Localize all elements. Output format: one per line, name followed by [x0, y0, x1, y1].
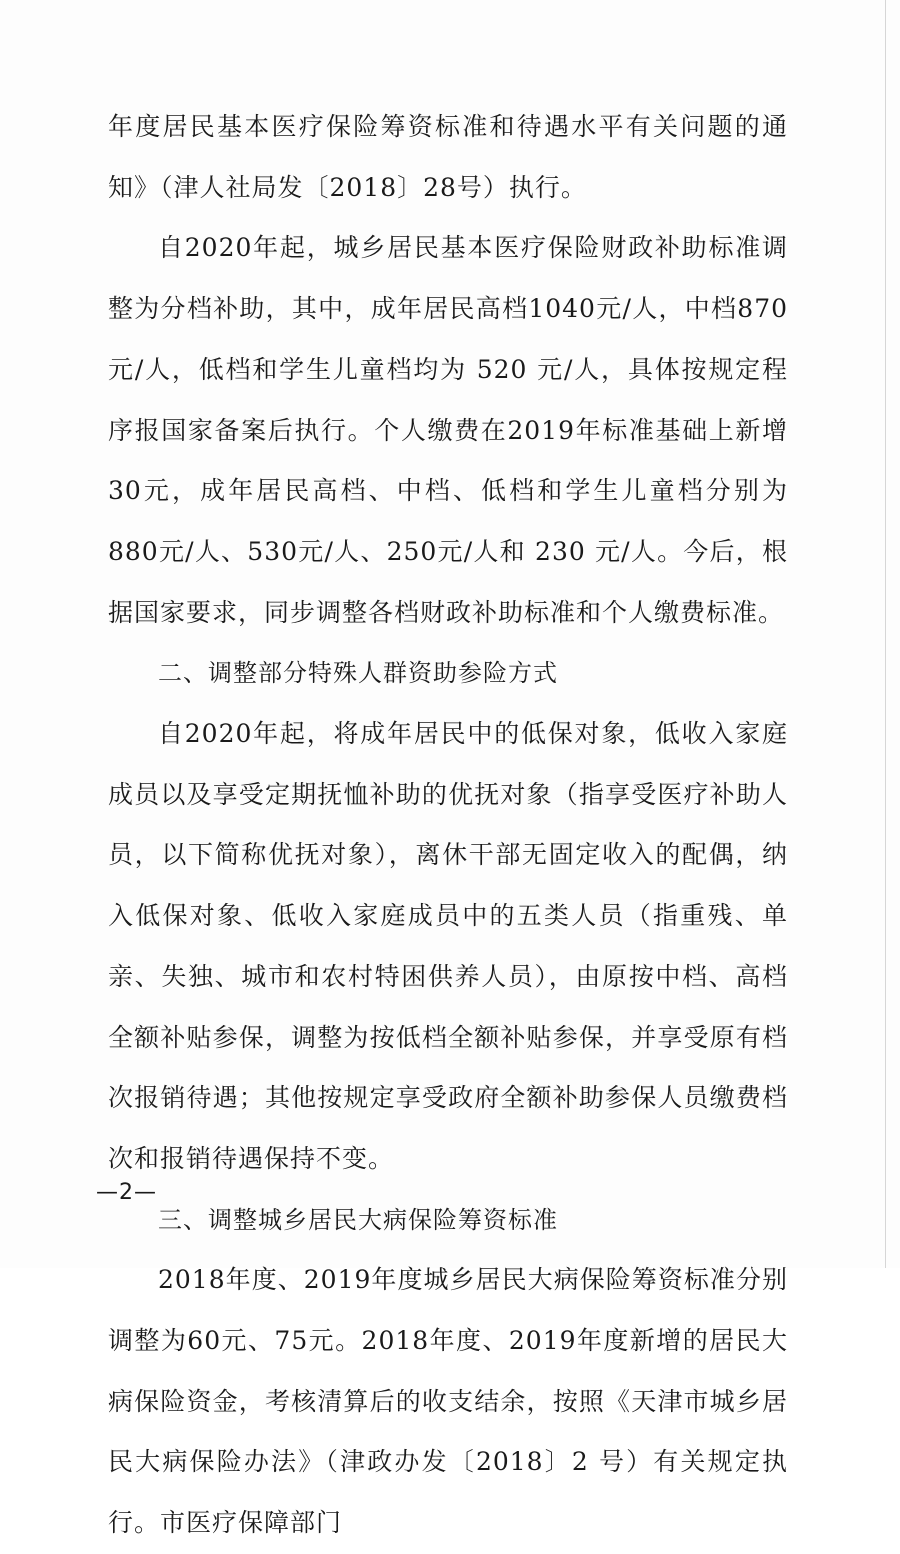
section-heading-3: 三、调整城乡居民大病保险筹资标准 — [158, 1205, 558, 1234]
paragraph-critical-illness-insurance: 2018年度、2019年度城乡居民大病保险筹资标准分别调整为60元、75元。2018年度、2019年度新增的居民大病保险资金，考核清算后的收支结余，按照《天津市城乡居民大病保险办法》（津政办发〔2018〕2 号）有关规定执行。市医疗保障部门 — [108, 1265, 788, 1538]
section-heading-2: 二、调整部分特殊人群资助参险方式 — [158, 659, 558, 688]
paragraph-continuation: 年度居民基本医疗保险筹资标准和待遇水平有关问题的通知》（津人社局发〔2018〕28号）执行。 — [108, 112, 788, 202]
page-number: —2— — [96, 1180, 157, 1205]
paragraph-special-groups: 自2020年起，将成年居民中的低保对象，低收入家庭成员以及享受定期抚恤补助的优抚对象（指享受医疗补助人员，以下简称优抚对象），离休干部无固定收入的配偶，纳入低保对象、低收入家庭成员中的五类人员（指重残、单亲、失独、城市和农村特困供养人员），由原按中档、高档全额补贴参保，调整为按低档全额补贴参保，并享受原有档次报销待遇；其他按规定享受政府全额补助参保人员缴费档次和报销待遇保持不变。 — [108, 719, 788, 1173]
page-edge-line — [885, 0, 886, 1268]
paragraph-subsidy-standard: 自2020年起，城乡居民基本医疗保险财政补助标准调整为分档补助，其中，成年居民高档1040元/人，中档870元/人，低档和学生儿童档均为 520 元/人，具体按规定程序报国家备案后执行。个人缴费在2019年标准基础上新增30元，成年居民高档、中档、低档和学生儿童档分别为880元/人、530元/人、250元/人和 230 元/人。今后，根据国家要求，同步调整各档财政补助标准和个人缴费标准。 — [108, 233, 788, 627]
document-body — [108, 97, 788, 1554]
